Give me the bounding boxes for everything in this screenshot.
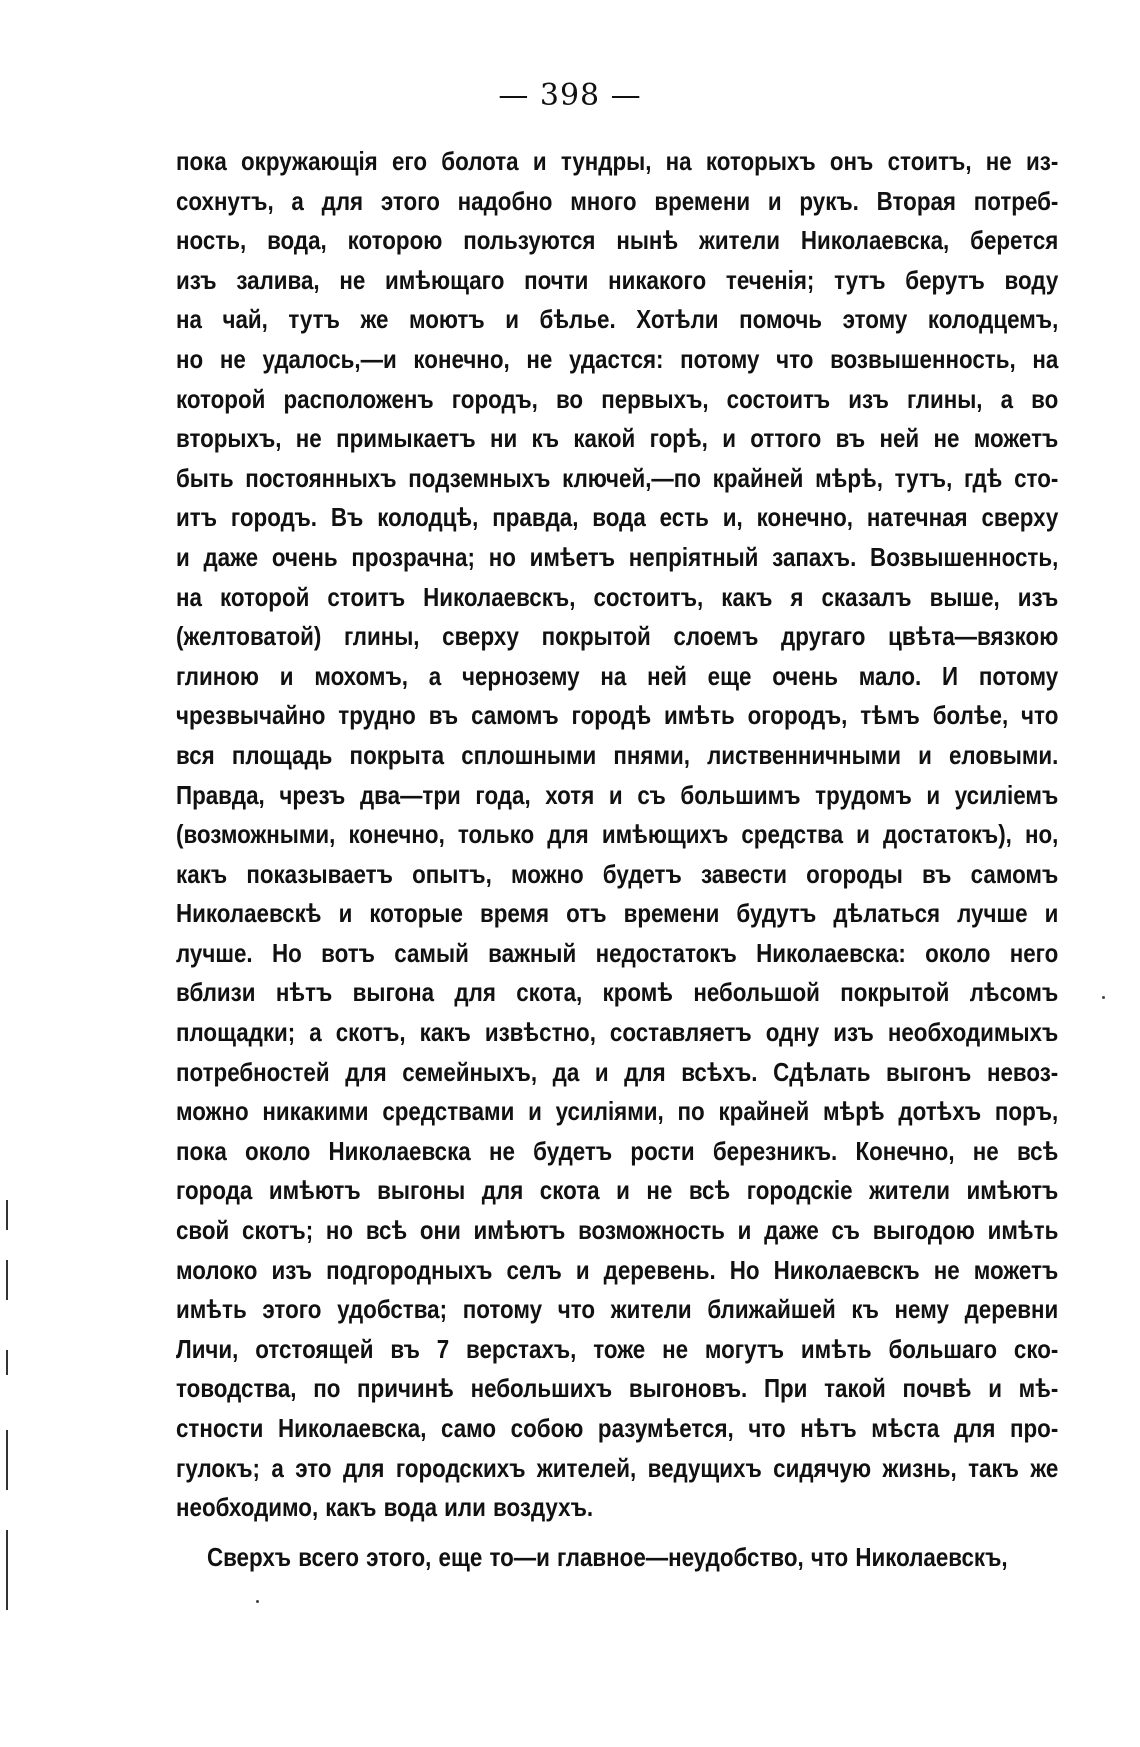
text-line: необходимо, какъ вода или воздухъ.	[176, 1492, 594, 1523]
text-line: быть постоянныхъ подземныхъ ключей,—по крайней мѣрѣ, тутъ, гдѣ сто-	[176, 462, 1059, 493]
scan-speck	[1102, 996, 1105, 999]
body-text	[176, 142, 1058, 1577]
text-line: (желтоватой) глины, сверху покрытой слоемъ другаго цвѣта—вязкою	[176, 621, 1059, 652]
text-line: площадки; а скотъ, какъ извѣстно, составляетъ одну изъ необходимыхъ	[176, 1017, 1059, 1048]
text-line: имѣть этого удобства; потому что жители ближайшей къ нему деревни	[176, 1294, 1059, 1325]
text-line: вблизи нѣтъ выгона для скота, кромѣ небольшой покрытой лѣсомъ	[176, 977, 1059, 1008]
scan-speck	[256, 1600, 259, 1603]
text-line: и даже очень прозрачна; но имѣетъ непріятный запахъ. Возвышенность,	[176, 541, 1059, 572]
text-line: на которой стоитъ Николаевскъ, состоитъ, какъ я сказалъ выше, изъ	[176, 581, 1059, 612]
text-line: потребностей для семейныхъ, да и для всѣхъ. Сдѣлать выгонъ невоз-	[176, 1056, 1059, 1087]
text-line: пока около Николаевска не будетъ рости березникъ. Конечно, не всѣ	[176, 1135, 1059, 1166]
paragraph-gap	[176, 1528, 1058, 1538]
text-line: Правда, чрезъ два—три года, хотя и съ большимъ трудомъ и усиліемъ	[176, 779, 1059, 810]
text-line: глиною и мохомъ, а чернозему на ней еще очень мало. И потому	[176, 660, 1059, 691]
text-line: стности Николаевска, само собою разумѣется, что нѣтъ мѣста для про-	[176, 1413, 1059, 1443]
text-line: на чай, тутъ же моютъ и бѣлье. Хотѣли помочь этому колодцемъ,	[176, 304, 1059, 335]
text-line: Сверхъ всего этого, еще то—и главное—неудобство, что Николаевскъ,	[206, 1541, 1008, 1572]
text-line: (возможными, конечно, только для имѣющихъ средства и достатокъ), но,	[176, 819, 1059, 850]
margin-scan-marks	[6, 1200, 10, 1620]
text-line: Личи, отстоящей въ 7 верстахъ, тоже не могутъ имѣть большаго ско-	[176, 1333, 1059, 1364]
text-line: города имѣютъ выгоны для скота и не всѣ городскіе жители имѣютъ	[176, 1175, 1059, 1206]
text-line: товодства, по причинѣ небольшихъ выгоновъ. При такой почвѣ и мѣ-	[176, 1373, 1059, 1404]
text-line: вся площадь покрыта сплошными пнями, лиственничными и еловыми.	[176, 739, 1059, 770]
text-line: которой расположенъ городъ, во первыхъ, состоитъ изъ глины, а во	[176, 383, 1059, 414]
text-line: вторыхъ, не примыкаетъ ни къ какой горѣ, и оттого въ ней не можетъ	[176, 423, 1059, 454]
text-line: ность, вода, которою пользуются нынѣ жители Николаевска, берется	[176, 225, 1059, 256]
text-line: итъ городъ. Въ колодцѣ, правда, вода есть и, конечно, натечная сверху	[176, 502, 1059, 533]
text-line: свой скотъ; но всѣ они имѣютъ возможность и даже съ выгодою имѣть	[176, 1215, 1059, 1246]
text-line: сохнутъ, а для этого надобно много времени и рукъ. Вторая потреб-	[176, 185, 1059, 216]
text-line: но не удалось,—и конечно, не удастся: потому что возвышенность, на	[176, 343, 1059, 374]
text-line: какъ показываетъ опытъ, можно будетъ завести огороды въ самомъ	[176, 858, 1059, 889]
text-line: молоко изъ подгородныхъ селъ и деревень. Но Николаевскъ не можетъ	[176, 1254, 1059, 1285]
text-line: лучше. Но вотъ самый важный недостатокъ Николаевска: около него	[176, 937, 1059, 968]
text-line: изъ залива, не имѣющаго почти никакого теченія; тутъ берутъ воду	[176, 264, 1059, 295]
text-line: чрезвычайно трудно въ самомъ городѣ имѣть огородъ, тѣмъ болѣе, что	[176, 700, 1059, 731]
text-line: Николаевскѣ и которые время отъ времени будутъ дѣлаться лучше и	[176, 898, 1059, 929]
text-line: пока окружающія его болота и тундры, на которыхъ онъ стоитъ, не из-	[176, 146, 1059, 176]
page-number: — 398 —	[498, 78, 642, 113]
text-line: гулокъ; а это для городскихъ жителей, ведущихъ сидячую жизнь, такъ же	[176, 1452, 1059, 1483]
text-line: можно никакими средствами и усиліями, по крайней мѣрѣ дотѣхъ поръ,	[176, 1096, 1059, 1127]
